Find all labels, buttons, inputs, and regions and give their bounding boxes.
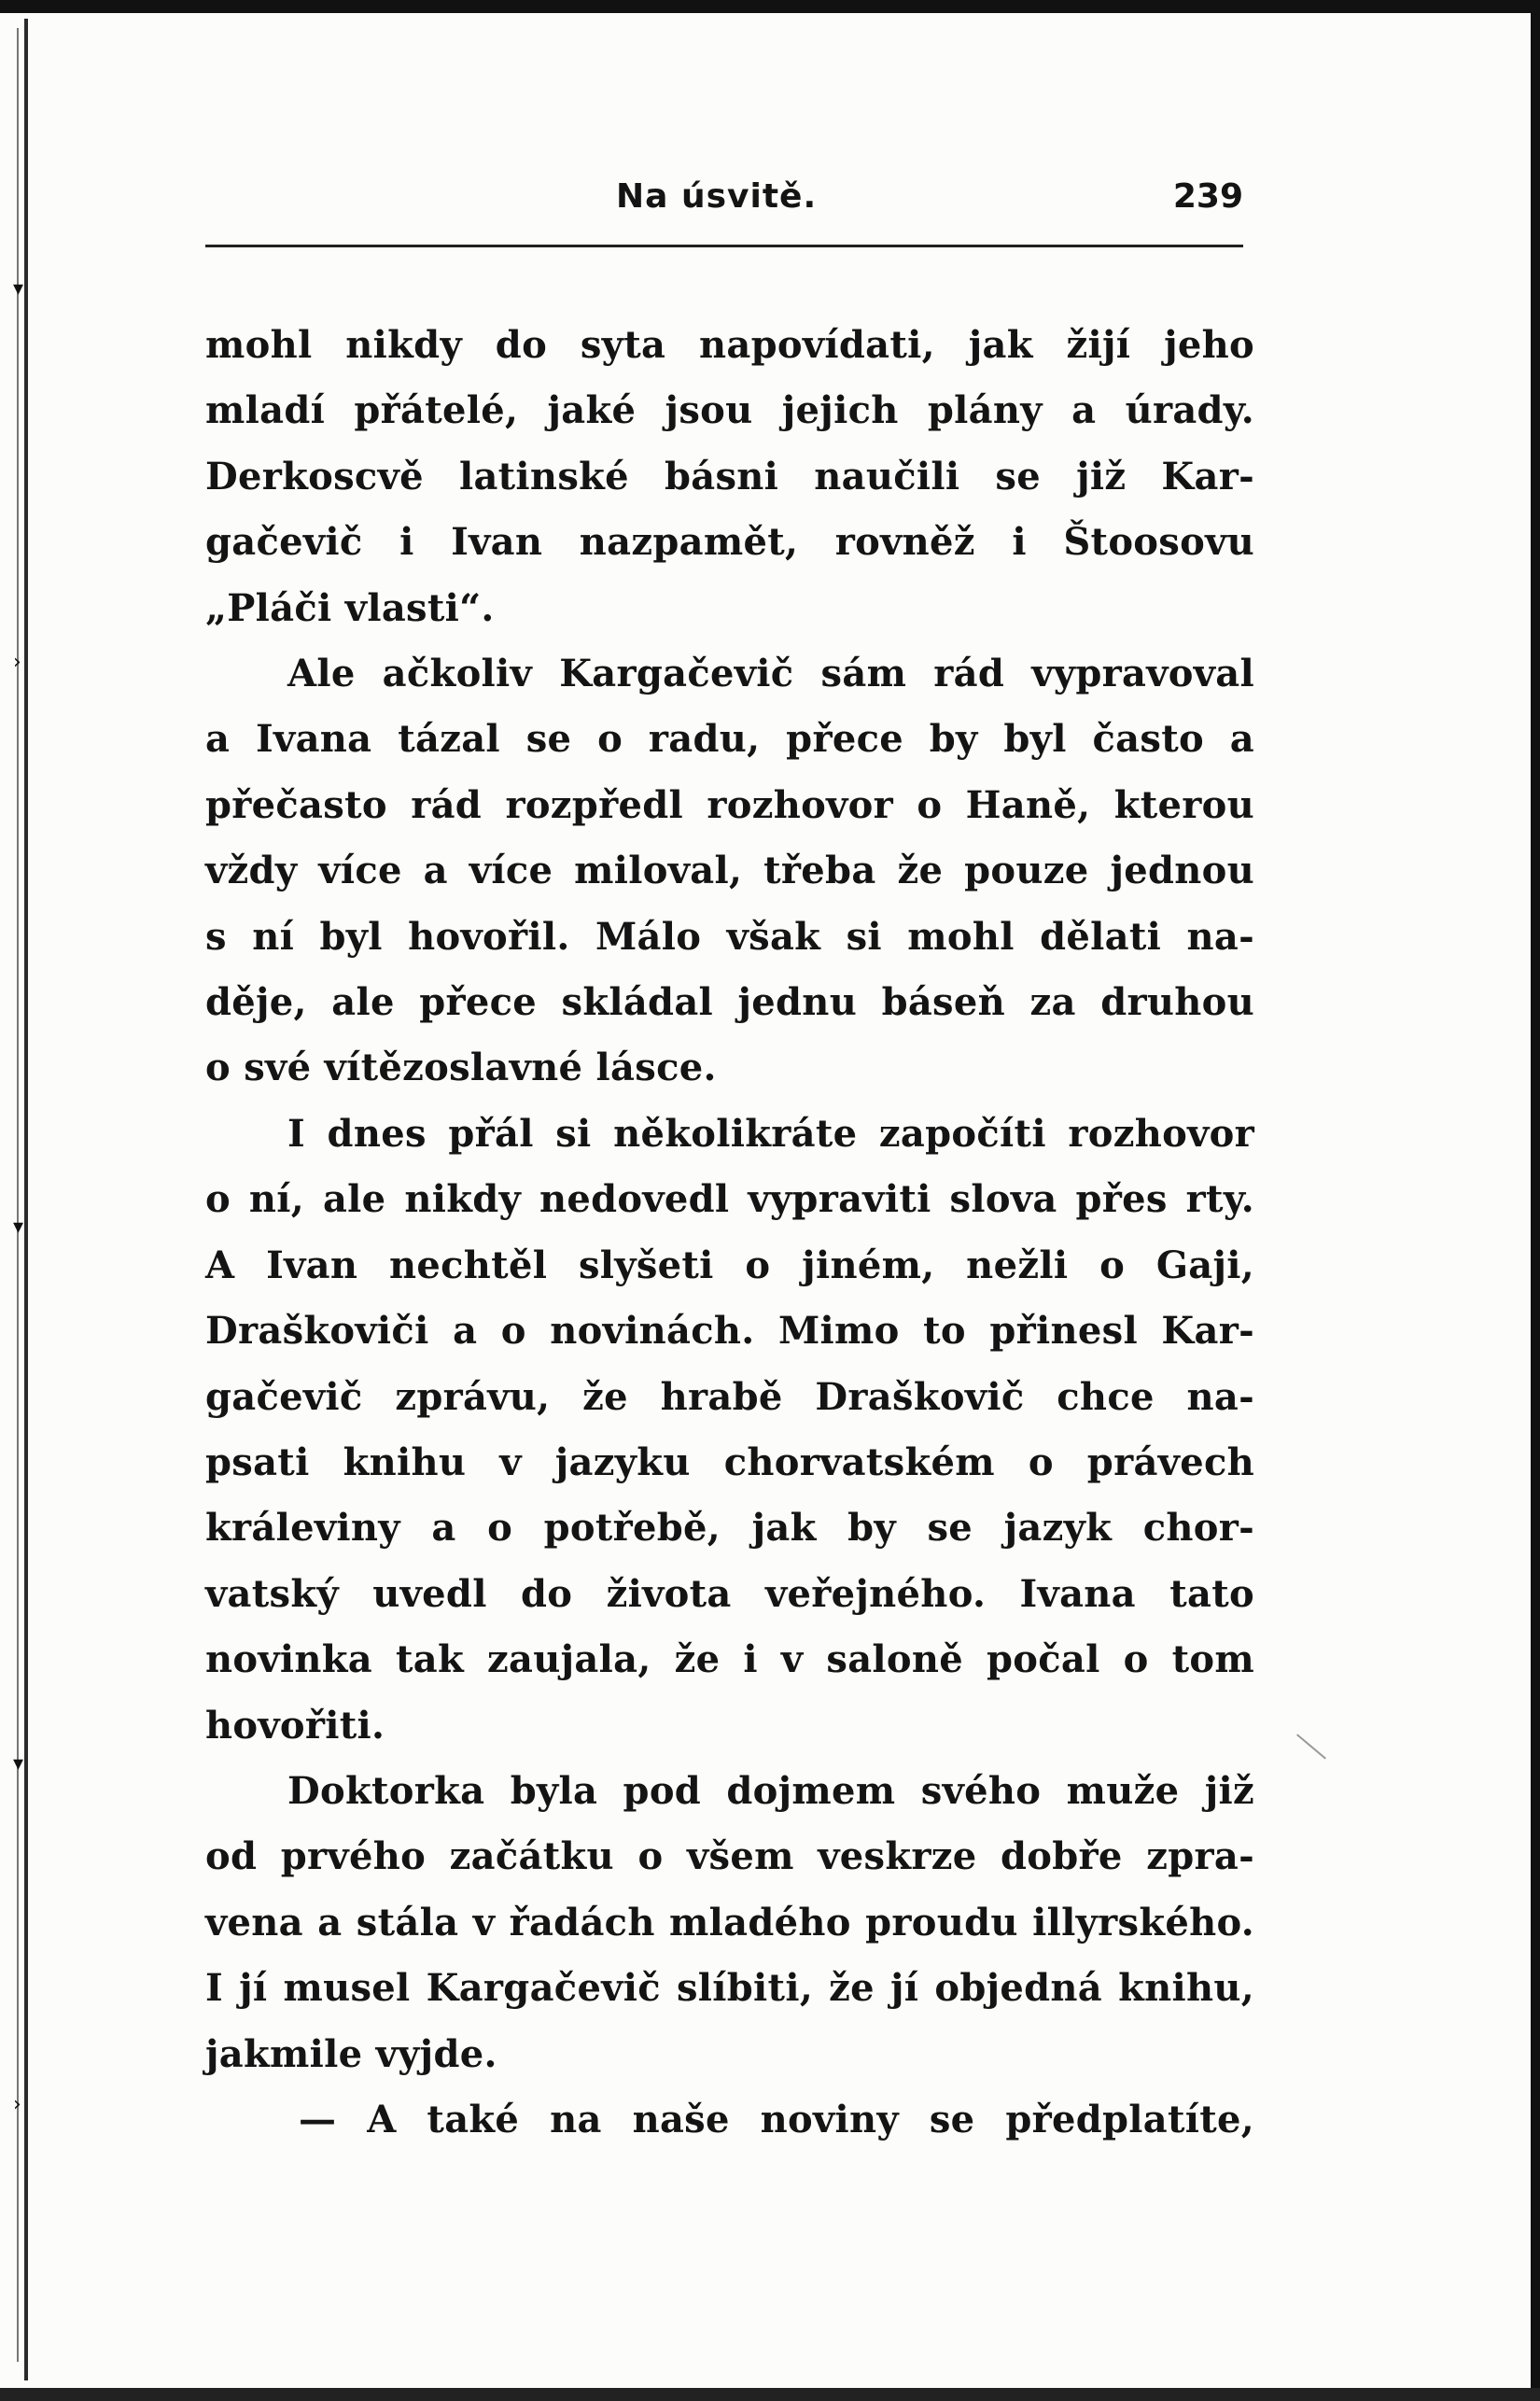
text-line: jakmile vyjde.	[205, 2031, 497, 2076]
scan-border-left	[24, 19, 28, 2380]
margin-mark-icon: ›	[13, 651, 21, 674]
text-line: vena a stála v řadách mladého proudu illyrského.	[205, 1900, 1254, 1945]
margin-mark-icon: ▾	[13, 1752, 24, 1776]
scan-border-top	[0, 0, 1540, 13]
page-number: 239	[1172, 177, 1243, 216]
text-line: králeviny a o potřebě, jak by se jazyk chor-	[205, 1506, 1254, 1551]
text-line: o ní, ale nikdy nedovedl vypraviti slova přes rty.	[205, 1177, 1254, 1222]
scan-border-left-faint	[17, 28, 19, 2362]
text-line: Ale ačkoliv Kargačevič sám rád vypravoval	[287, 652, 1254, 696]
text-line: „Pláči vlasti“.	[205, 585, 495, 630]
margin-mark-icon: ▾	[13, 1215, 24, 1239]
margin-mark-icon: ▾	[13, 277, 24, 301]
text-line: A Ivan nechtěl slyšeti o jiném, nežli o Gaji,	[205, 1243, 1254, 1287]
text-line: mladí přátelé, jaké jsou jejich plány a úrady.	[205, 388, 1254, 433]
text-line: a Ivana tázal se o radu, přece by byl často a	[205, 717, 1254, 762]
running-title: Na úsvitě.	[616, 177, 818, 216]
text-line: Draškoviči a o novinách. Mimo to přinesl Kar-	[205, 1309, 1254, 1354]
text-line: vatský uvedl do života veřejného. Ivana tato	[205, 1571, 1254, 1616]
text-line: novinka tak zaujala, že i v saloně počal o tom	[205, 1637, 1254, 1682]
header-rule	[205, 245, 1243, 247]
text-line: I dnes přál si několikráte započíti rozhovor	[287, 1111, 1254, 1156]
text-line: od prvého začátku o všem veskrze dobře zpra-	[205, 1834, 1254, 1879]
scan-speck	[1296, 1734, 1326, 1759]
text-line: psati knihu v jazyku chorvatském o právech	[205, 1439, 1254, 1484]
text-line: Derkoscvě latinské básni naučili se již Kar-	[205, 454, 1254, 498]
text-line: děje, ale přece skládal jednu báseň za druhou	[205, 980, 1254, 1025]
scan-border-bottom	[0, 2388, 1540, 2401]
text-line: hovořiti.	[205, 1703, 385, 1748]
margin-mark-icon: ›	[13, 2093, 21, 2116]
text-line: mohl nikdy do syta napovídati, jak žijí jeho	[205, 323, 1254, 367]
text-line: gačevič zprávu, že hrabě Draškovič chce na-	[205, 1374, 1254, 1419]
text-line: I jí musel Kargačevič slíbiti, že jí objedná knihu,	[205, 1966, 1254, 2011]
text-line: o své vítězoslavné lásce.	[205, 1046, 717, 1090]
text-line: s ní byl hovořil. Málo však si mohl dělati na-	[205, 914, 1254, 959]
body-text	[205, 313, 1254, 2153]
page-header	[205, 177, 1243, 243]
text-line: přečasto rád rozpředl rozhovor o Haně, kterou	[205, 782, 1254, 827]
text-line: — A také na naše noviny se předplatíte,	[299, 2097, 1254, 2141]
text-line: vždy více a více miloval, třeba že pouze jednou	[205, 849, 1254, 893]
scan-border-right	[1531, 0, 1540, 2401]
text-line: Doktorka byla pod dojmem svého muže již	[287, 1768, 1254, 1813]
text-line: gačevič i Ivan nazpamět, rovněž i Štoosovu	[205, 520, 1254, 565]
